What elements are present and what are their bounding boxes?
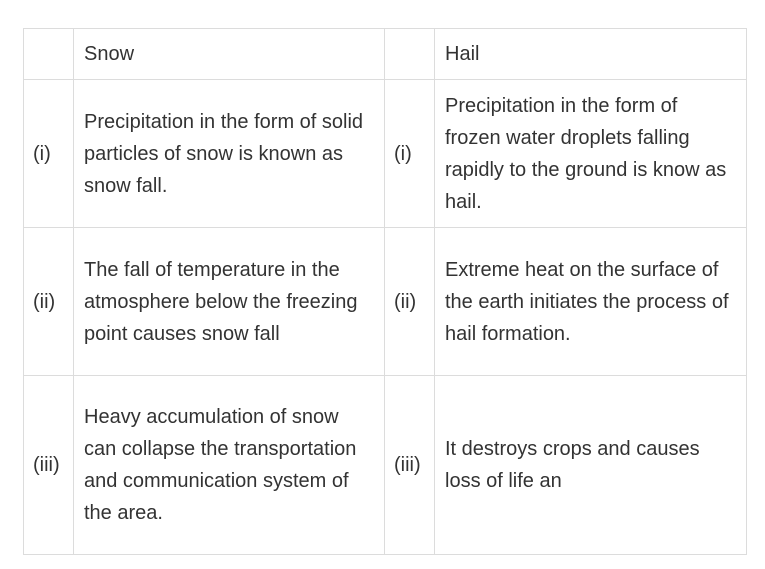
hail-index-cell: (ii) xyxy=(385,228,435,376)
snow-text-cell: Heavy accumulation of snow can collapse the transportation and communication system of the area. xyxy=(74,376,385,555)
header-hail: Hail xyxy=(435,29,747,80)
table-row xyxy=(24,228,747,376)
header-snow: Snow xyxy=(74,29,385,80)
header-blank-cell xyxy=(385,29,435,80)
table-row xyxy=(24,376,747,555)
table-row xyxy=(24,80,747,228)
hail-index-cell: (iii) xyxy=(385,376,435,555)
snow-vs-hail-table xyxy=(23,28,747,555)
snow-index-cell: (ii) xyxy=(24,228,74,376)
snow-index-cell: (iii) xyxy=(24,376,74,555)
snow-index-cell: (i) xyxy=(24,80,74,228)
header-blank-cell xyxy=(24,29,74,80)
snow-text-cell: Precipitation in the form of solid particles of snow is known as snow fall. xyxy=(74,80,385,228)
hail-index-cell: (i) xyxy=(385,80,435,228)
hail-text-cell: Precipitation in the form of frozen water droplets falling rapidly to the ground is know as hail. xyxy=(435,80,747,228)
table-header-row xyxy=(24,29,747,80)
snow-text-cell: The fall of temperature in the atmosphere below the freezing point causes snow fall xyxy=(74,228,385,376)
hail-text-cell: It destroys crops and causes loss of life an xyxy=(435,376,747,555)
hail-text-cell: Extreme heat on the surface of the earth initiates the process of hail formation. xyxy=(435,228,747,376)
